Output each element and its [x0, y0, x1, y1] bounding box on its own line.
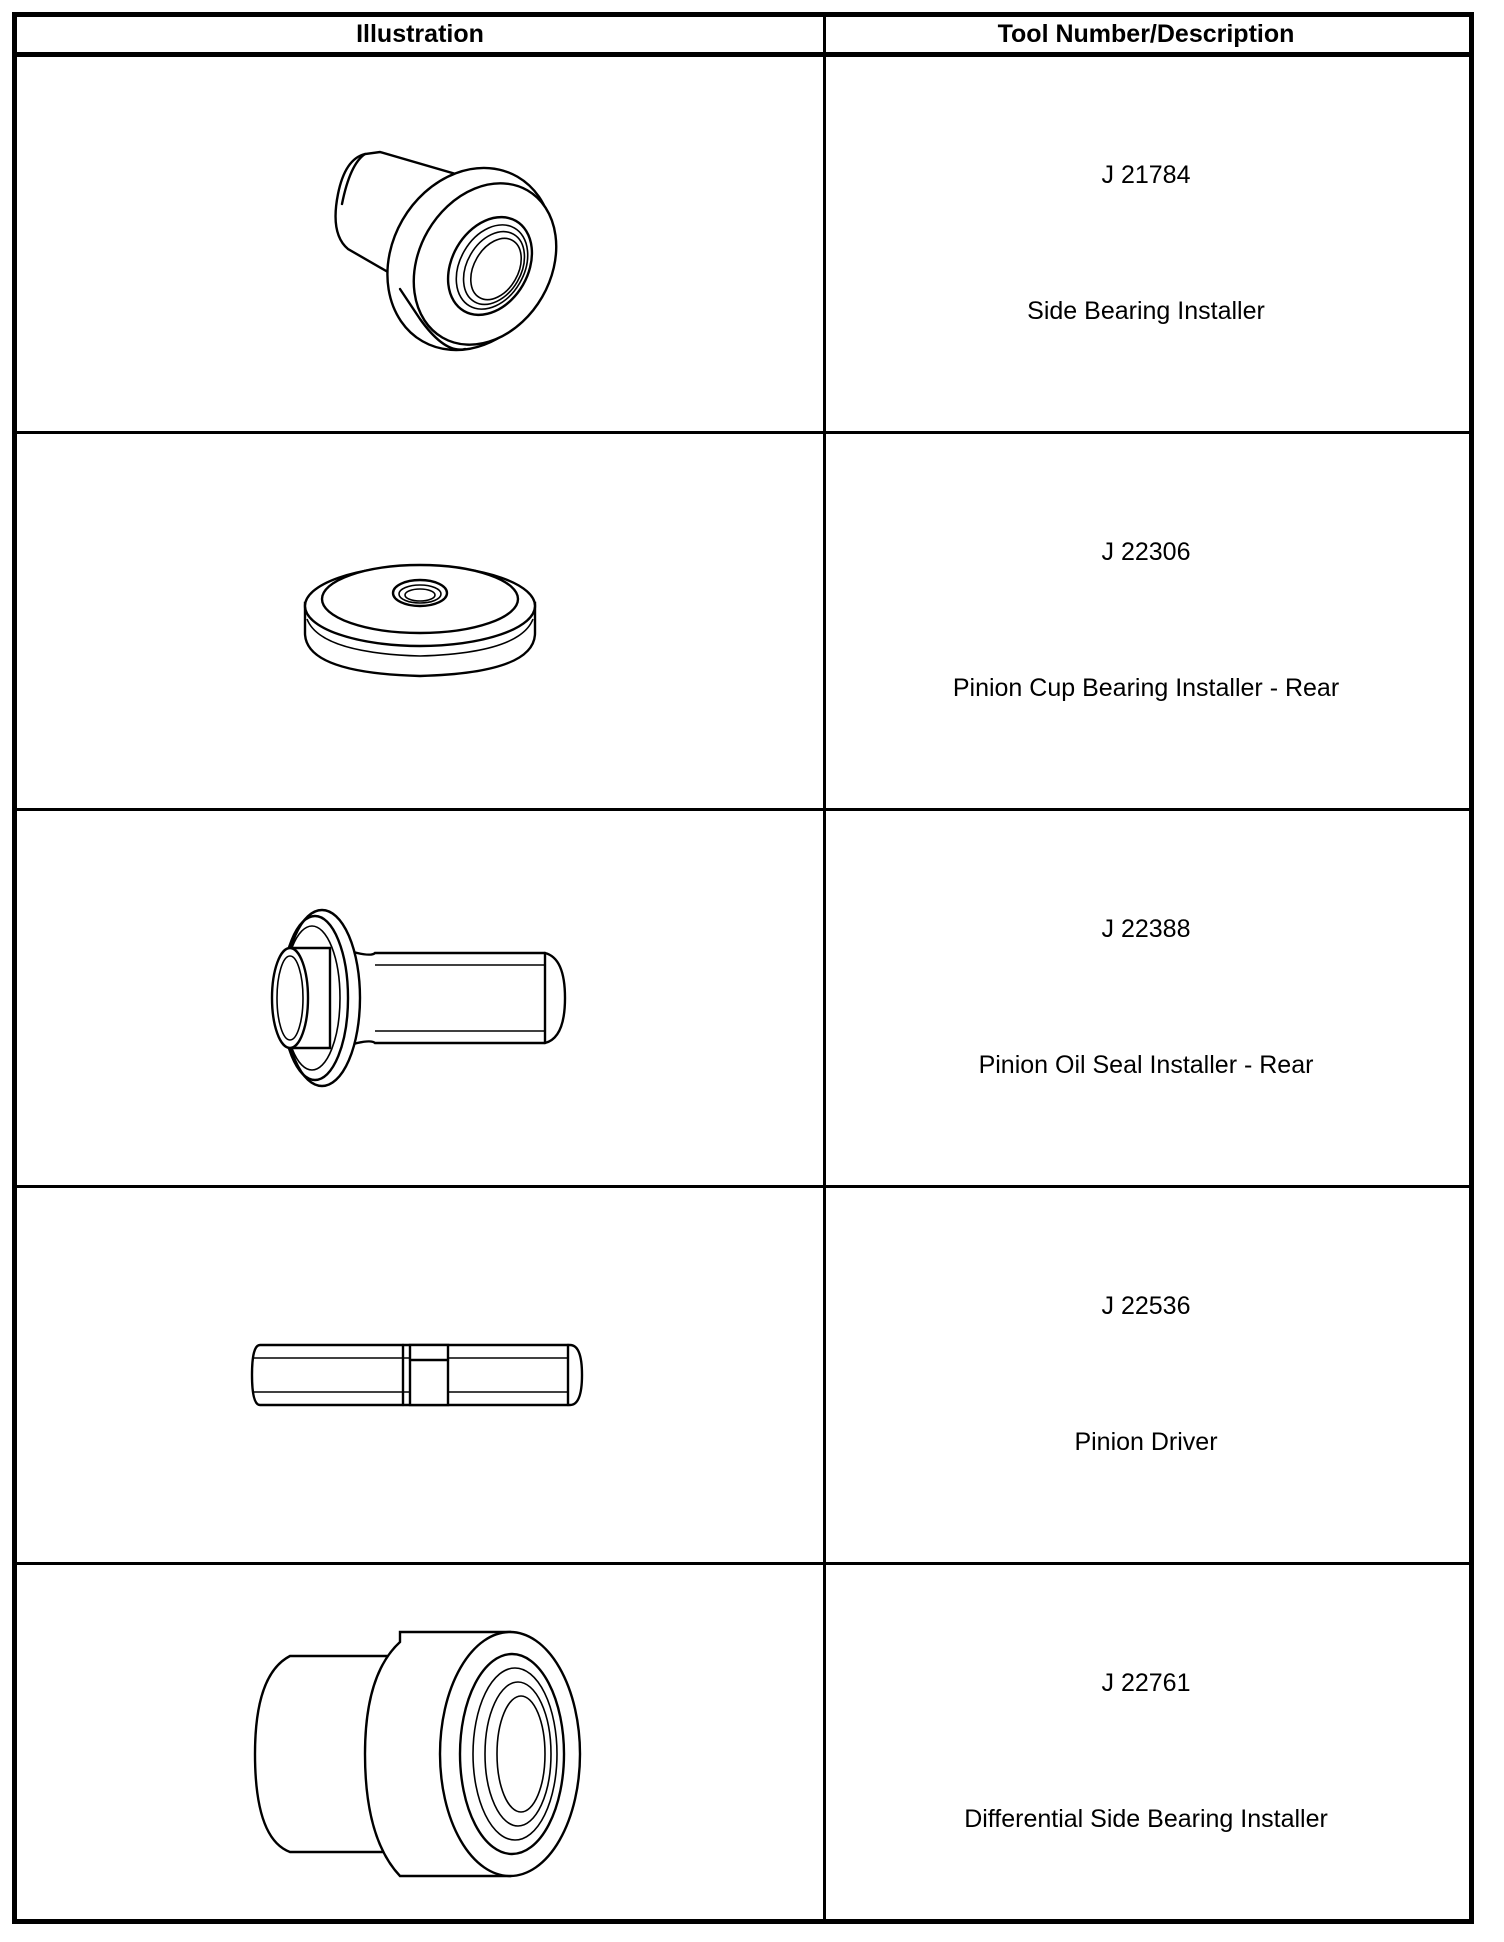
header-illustration: Illustration [356, 20, 484, 48]
differential-side-bearing-installer-icon [250, 1614, 590, 1894]
illustration-cell [17, 811, 823, 1185]
tool-description: Pinion Cup Bearing Installer - Rear [952, 674, 1340, 702]
tool-description: Pinion Oil Seal Installer - Rear [978, 1051, 1314, 1079]
table-row [17, 1188, 1469, 1565]
pinion-cup-bearing-installer-icon [290, 541, 550, 701]
tool-description: Side Bearing Installer [1027, 297, 1265, 325]
illustration-cell [17, 1565, 823, 1942]
tool-number: J 21784 [1101, 161, 1191, 189]
header-tool-number-description: Tool Number/Description [997, 20, 1295, 48]
tool-number: J 22306 [1101, 538, 1191, 566]
table-row [17, 434, 1469, 811]
description-cell [823, 1188, 1469, 1562]
tool-description: Pinion Driver [1074, 1428, 1218, 1456]
table-header [17, 17, 1469, 57]
illustration-cell [17, 57, 823, 431]
column-divider [823, 17, 826, 1919]
tool-number: J 22536 [1101, 1292, 1191, 1320]
table-row [17, 1565, 1469, 1942]
illustration-cell [17, 1188, 823, 1562]
description-cell [823, 434, 1469, 808]
description-cell [823, 57, 1469, 431]
illustration-cell [17, 434, 823, 808]
pinion-driver-icon [250, 1330, 590, 1420]
tool-table [12, 12, 1474, 1924]
description-cell [823, 811, 1469, 1185]
tool-number: J 22388 [1101, 915, 1191, 943]
description-cell [823, 1565, 1469, 1942]
tool-description: Differential Side Bearing Installer [964, 1805, 1328, 1833]
table-row [17, 811, 1469, 1188]
table-row [17, 57, 1469, 434]
side-bearing-installer-icon [270, 114, 570, 374]
tool-number: J 22761 [1101, 1669, 1191, 1697]
pinion-oil-seal-installer-icon [260, 903, 580, 1093]
